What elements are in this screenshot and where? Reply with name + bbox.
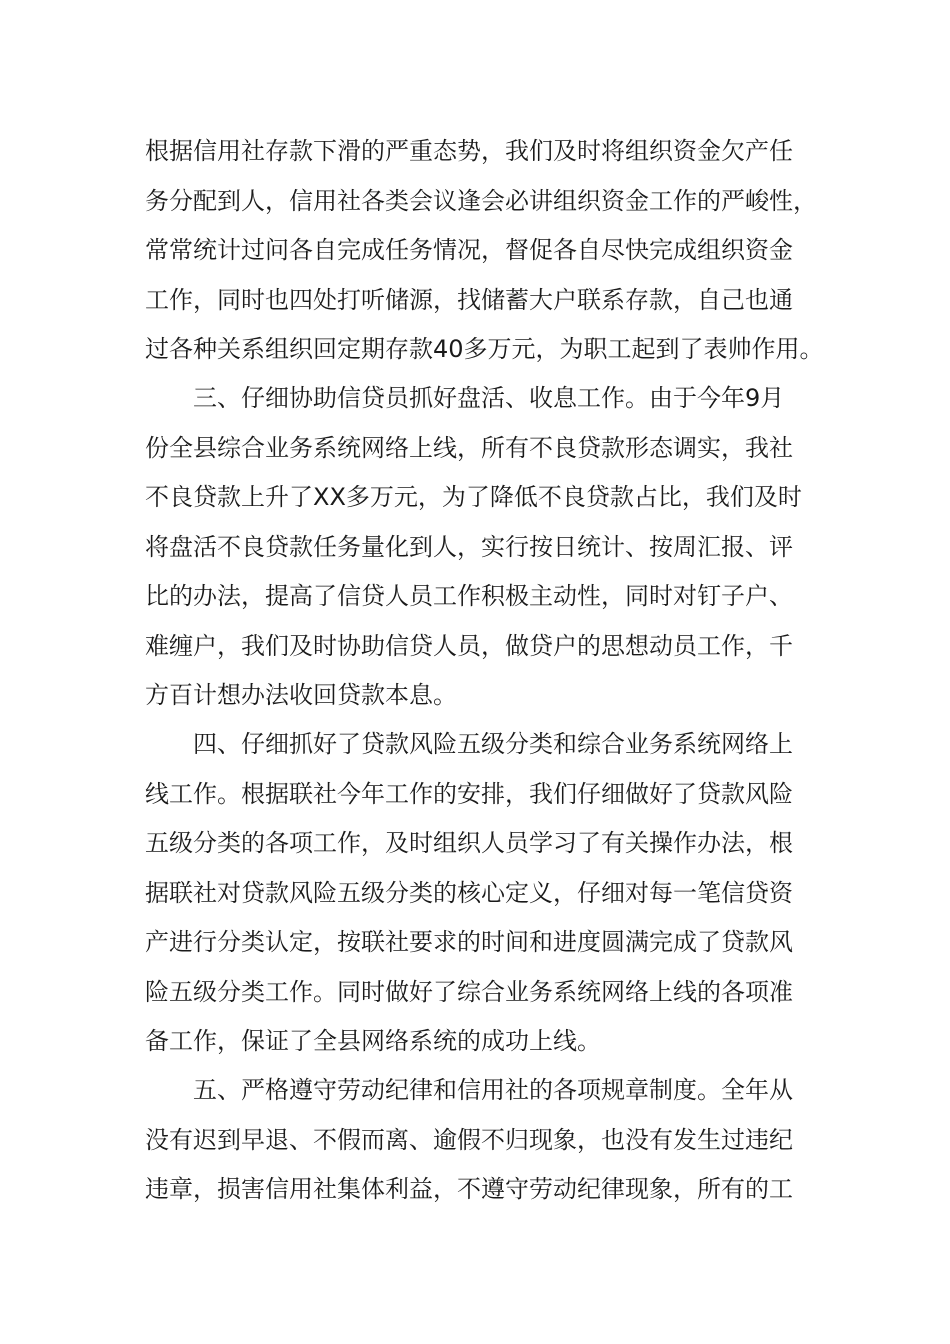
paragraph-section-four [145, 720, 835, 1067]
text-line: 难缠户，我们及时协助信贷人员，做贷户的思想动员工作，千 [145, 631, 793, 660]
text-line: 份全县综合业务系统网络上线，所有不良贷款形态调实，我社 [145, 433, 793, 462]
text-line: 方百计想办法收回贷款本息。 [145, 681, 457, 709]
text-line: 常常统计过问各自完成任务情况，督促各自尽快完成组织资金 [145, 236, 793, 264]
text-line: 过各种关系组织回定期存款40多万元，为职工起到了表帅作用。 [145, 335, 824, 363]
text-line: 工作，同时也四处打听储源，找储蓄大户联系存款，自己也通 [145, 285, 793, 314]
text-line: 将盘活不良贷款任务量化到人，实行按日统计、按周汇报、评 [145, 532, 793, 561]
text-line: 据联社对贷款风险五级分类的核心定义，仔细对每一笔信贷资 [145, 878, 793, 907]
paragraph-deposit-work [145, 127, 835, 375]
text-line: 不良贷款上升了XX多万元，为了降低不良贷款占比，我们及时 [145, 483, 802, 511]
text-line: 违章，损害信用社集体利益，不遵守劳动纪律现象，所有的工 [145, 1175, 793, 1203]
text-line: 三、仔细协助信贷员抓好盘活、收息工作。由于今年9月 [145, 384, 785, 412]
text-line: 四、仔细抓好了贷款风险五级分类和综合业务系统网络上 [145, 730, 793, 758]
text-line: 备工作，保证了全县网络系统的成功上线。 [145, 1027, 601, 1055]
text-line: 产进行分类认定，按联社要求的时间和进度圆满完成了贷款风 [145, 928, 793, 956]
text-line: 五级分类的各项工作，及时组织人员学习了有关操作办法，根 [145, 829, 793, 857]
text-line: 根据信用社存款下滑的严重态势，我们及时将组织资金欠产任 [145, 137, 793, 165]
text-line: 比的办法，提高了信贷人员工作积极主动性，同时对钉子户、 [145, 582, 793, 610]
text-line: 五、严格遵守劳动纪律和信用社的各项规章制度。全年从 [145, 1076, 793, 1104]
paragraph-section-three [145, 374, 835, 721]
paragraph-section-five [145, 1066, 835, 1215]
text-line: 务分配到人，信用社各类会议逢会必讲组织资金工作的严峻性， [145, 186, 817, 215]
text-line: 没有迟到早退、不假而离、逾假不归现象，也没有发生过违纪 [145, 1125, 793, 1154]
text-line: 险五级分类工作。同时做好了综合业务系统网络上线的各项准 [145, 977, 793, 1006]
text-line: 线工作。根据联社今年工作的安排，我们仔细做好了贷款风险 [145, 779, 793, 808]
